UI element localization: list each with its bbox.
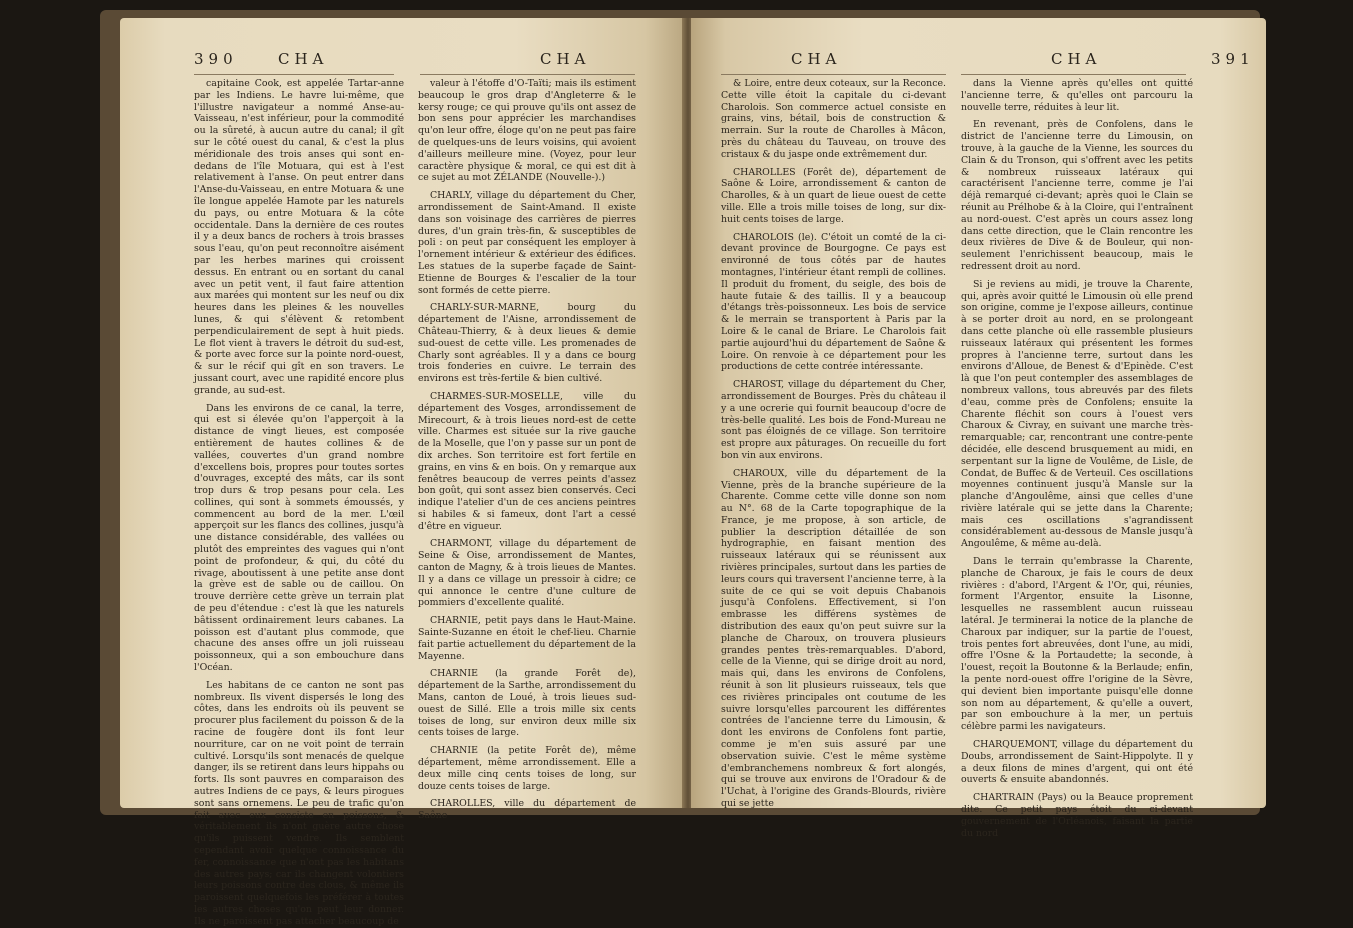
entry-charmes-sur-moselle: CHARMES-SUR-MOSELLE, ville du département des Vosges, arrondissement de Mirecourt, & à trois lieues nord-est de cette ville. Charmes est située sur la rive gauche de la Moselle, que l'on y passe sur un pont de dix arches. Son territoire est fort fertile en grains, en vins & en bois. On y remarque aux fenêtres beaucoup de verres peints d'assez bon goût, qui sont assez bien conservés. Ceci indique l'atelier d'un de ces anciens peintres si habiles & si fameux, dont l'art a cessé d'être en vigueur. [418, 390, 636, 532]
entry-charly: CHARLY, village du département du Cher, arrondissement de Saint-Amand. Il existe dans son voisinage des carrières de pierres dures, d'un grain très-fin, & susceptibles de poli : on peut par conséquent les employer à l'ornement intérieur & extérieur des édifices. Les statues de la superbe façade de Saint-Etienne de Bourges & l'escalier de la tour sont formés de cette pierre. [418, 190, 636, 296]
right-page-column-2 [961, 78, 1193, 839]
running-head-left-col1: CHA [278, 50, 329, 68]
paragraph: capitaine Cook, est appelée Tartar-anne par les Indiens. Le havre lui-même, que l'illustre navigateur a nommé Anse-au-Vaisseau, n'est inférieur, pour la commodité ou la sûreté, à aucun autre du canal; il gît sur le côté ouest du canal, & c'est la plus méridionale des trois anses qui sont en-dedans de l'île Motuara, qui est à l'est relativement à l'anse. On peut entrer dans l'Anse-du-Vaisseau, en entre Motuara & une île longue appelée Hamote par les naturels du pays, ou entre Motuara & la côte occidentale. Dans la dernière de ces routes il y a deux bancs de rochers à trois brasses sous l'eau, qu'on peut reconnoître aisément par les herbes marines qui croissent dessus. En entrant ou en sortant du canal avec un petit vent, il faut faire attention aux marées qui montent sur les neuf ou dix heures dans les pleines & les nouvelles lunes, & qui s'élèvent & retombent perpendiculairement de sept à huit pieds. Le flot vient à travers le détroit du sud-est, & porte avec force sur la pointe nord-ouest, & sur le récif qui gît en son travers. Le jussant court, avec une rapidité encore plus grande, au sud-est. [194, 78, 404, 396]
left-page [120, 18, 685, 927]
entry-charnie: CHARNIE, petit pays dans le Haut-Maine. Sainte-Suzanne en étoit le chef-lieu. Charnie fait partie actuellement du département de la Mayenne. [418, 615, 636, 662]
paragraph: & Loire, entre deux coteaux, sur la Reconce. Cette ville étoit la capitale du ci-devant Charolois. Son commerce actuel consiste en grains, vins, bétail, bois de construction & merrain. Sur la route de Charolles à Mâcon, près du château du Tauveau, on trouve des cristaux & du jaspe onde extrêmement dur. [721, 78, 946, 160]
paragraph: Dans les environs de ce canal, la terre, qui est si élevée qu'on l'apperçoit à la distance de vingt lieues, est composée entièrement de hautes collines & de vallées, couvertes d'un grand nombre d'excellens bois, propres pour toutes sortes d'ouvrages, excepté des mâts, car ils sont trop durs & trop pesans pour cela. Les collines, qui sont à sommets émoussés, y commencent au bord de la mer. L'œil apperçoit sur les flancs des collines, jusqu'à une distance considérable, des vallées ou plutôt des empreintes des vagues qui n'ont point de profondeur, & qui, du côté du rivage, aboutissent à une petite anse dont la grève est de sable ou de caillou. On trouve derrière cette grève un terrain plat de peu d'étendue : c'est là que les naturels bâtissent ordinairement leurs cabanes. La poisson est d'autant plus commode, que chacune des anses offre un joli ruisseau poissonneux, qui a son embouchure dans l'Océan. [194, 402, 404, 674]
entry-charly-sur-marne: CHARLY-SUR-MARNE, bourg du département de l'Aisne, arrondissement de Château-Thierry, & à deux lieues & demie sud-ouest de cette ville. Les promenades de Charly sont agréables. Il y a dans ce bourg trois fonderies en cuivre. Le terrain des environs est très-fertile & bien cultivé. [418, 302, 636, 385]
left-page-column-1 [194, 78, 404, 927]
page-number-right: 391 [1211, 50, 1255, 68]
paragraph: Les habitans de ce canton ne sont pas nombreux. Ils vivent dispersés le long des côtes, dans les endroits où ils peuvent se procurer plus facilement du poisson & de la racine de fougère dont ils font leur nourriture, car on ne voit point de terrain cultivé. Lorsqu'ils sont menacés de quelque danger, ils se retirent dans leurs hippahs ou forts. Ils sont pauvres en comparaison des autres Indiens de ce pays, & leurs pirogues sont sans ornemens. Le peu de trafic qu'on fait avec eux consiste en poissons, & véritablement ils n'ont guère autre chose qu'ils puissent vendre. Ils semblent cependant avoir quelque connoissance du fer, connoissance que n'ont pas les habitans des autres pays; car ils changent volontiers leurs poissons contre des clous, & même ils paroissent quelquefois les préférer à toutes les autres choses qu'on peut leur donner. Ils ne paroissent pas attacher beaucoup de [194, 679, 404, 927]
running-head-left-col2: CHA [540, 50, 591, 68]
entry-charolles: CHAROLLES, ville du département de Saône [418, 798, 636, 822]
paragraph: En revenant, près de Confolens, dans le district de l'ancienne terre du Limousin, on trouve, à la gauche de la Vienne, les sources du Clain & du Tronson, qui s'offrent avec les petits & nombreux ruisseaux latéraux qui caractérisent l'ancienne terre, comme je l'ai déjà remarqué ci-devant; après quoi le Clain se réunit au Prélhobe & à la Cloire, qui l'entraînent au nord-ouest. C'est après un cours assez long dans cette direction, que le Clain rencontre les deux rivières de Dive & de Bouleur, qui non-seulement l'enrichissent beaucoup, mais le redressent droit au nord. [961, 119, 1193, 272]
entry-charoux: CHAROUX, ville du département de la Vienne, près de la branche supérieure de la Charente. Comme cette ville donne son nom au N°. 68 de la Carte topographique de la France, je me propose, à son article, de publier la description détaillée de son hydrographie, en faisant mention des ruisseaux latéraux qui se réunissent aux rivières principales, surtout dans les parties de leurs cours qui traversent l'ancienne terre, à la suite de ce qui se voit depuis Chabanois jusqu'à Confolens. Effectivement, si l'on embrasse les différens systèmes de distribution des eaux qu'on peut suivre sur la planche de Charoux, on trouvera plusieurs grandes pentes très-remarquables. D'abord, celle de la Vienne, qui se dirige droit au nord, mais qui, dans les environs de Confolens, réunit à son lit plusieurs ruisseaux, tels que ces rivières principales ont coutume de les suivre lorsqu'elles parcourent les différentes contrées de l'ancienne terre du Limousin, & dont les environs de Confolens font partie, comme je m'en suis assuré par une observation suivie. C'est le même système d'embranchemens nombreux & fort alongés, qui se trouve aux environs de l'Oradour & de l'Uchat, à l'origine des Grands-Blourds, rivière qui se jette [721, 467, 946, 810]
right-page-header [691, 50, 1266, 72]
paragraph: valeur à l'étoffe d'O-Taïti; mais ils estiment beaucoup le gros drap d'Angleterre & le kersy rouge; ce qui prouve qu'ils ont assez de bon sens pour apprécier les marchandises qu'on leur offre, éloge qu'on ne peut pas faire de quelques-uns de leurs voisins, qui avoient d'ailleurs meilleure mine. (Voyez, pour leur caractère physique & moral, ce qui est dit à ce sujet au mot ZÉLANDE (Nouvelle-).) [418, 78, 636, 184]
running-head-right-col2: CHA [1051, 50, 1102, 68]
entry-chartrain: CHARTRAIN (Pays) ou la Beauce proprement dite. Ce petit pays étoit du ci-devant gouvernement de l'Orléanois, faisant la partie du nord [961, 792, 1193, 839]
paragraph: Si je reviens au midi, je trouve la Charente, qui, après avoir quitté le Limousin où elle prend son origine, comme je l'expose ailleurs, continue à se porter droit au nord, en se prolongeant dans cette planche où elle rassemble plusieurs ruisseaux latéraux qui présentent les formes propres à l'ancienne terre, surtout dans les environs d'Alloue, de Benest & d'Epinède. C'est là que l'on peut contempler des assemblages de nombreux vallons, tous abreuvés par des filets d'eau, comme près de Confolens; ensuite la Charente fléchit son cours à l'ouest vers Charoux & Civray, en suivant une marche très-remarquable; car, rencontrant une contre-pente décidée, elle descend brusquement au midi, en serpentant sur la ligne de Voulême, de Lisle, de Condat, de Buffec & de Verteuil. Ces oscillations moyennes continuent jusqu'à Mansle sur la planche d'Angoulême, ainsi que celles d'une rivière latérale qui se jette dans la Charente; mais ces oscillations s'agrandissent considérablement au-dessous de Mansle jusqu'à Angoulême, & même au-delà. [961, 278, 1193, 550]
paragraph: dans la Vienne après qu'elles ont quitté l'ancienne terre, & qu'elles ont parcouru la nouvelle terre, réduites à leur lit. [961, 78, 1193, 113]
entry-charolois: CHAROLOIS (le). C'étoit un comté de la ci-devant province de Bourgogne. Ce pays est environné de tous côtés par de hautes montagnes, l'intérieur étant rempli de collines. Il produit du froment, du seigle, des bois de haute futaie & des taillis. Il y a beaucoup d'étangs très-poissonneux. Les bois de service & le merrain se transportent à Paris par la Loire & le canal de Briare. Le Charolois fait partie aujourd'hui du département de Saône & Loire. On renvoie à ce département pour les productions de cette contrée intéressante. [721, 231, 946, 373]
entry-charost: CHAROST, village du département du Cher, arrondissement de Bourges. Près du château il y a une ocrerie qui fournit beaucoup d'ocre de très-belle qualité. Les bois de Fond-Mureau ne sont pas éloignés de ce village. Son territoire est propre aux pâturages. On recueille du fort bon vin aux environs. [721, 379, 946, 461]
entry-charolles-foret: CHAROLLES (Forêt de), département de Saône & Loire, arrondissement & canton de Charolles, & à un quart de lieue ouest de cette ville. Elle a trois mille toises de long, sur dix-huit cents toises de large. [721, 166, 946, 225]
paragraph: Dans le terrain qu'embrasse la Charente, planche de Charoux, je fais le cours de deux rivières : d'abord, l'Argent & l'Or, qui, réunies, forment l'Argentor, ensuite la Lisonne, lesquelles ne rassemblent aucun ruisseau latéral. Je terminerai la notice de la planche de Charoux par indiquer, sur la partie de l'ouest, trois pentes fort abreuvées, dont l'une, au midi, offre l'Osne & la Portaudette; la seconde, à l'ouest, reçoit la Boutonne & la Berlaude; enfin, la pente nord-ouest offre l'origine de la Sèvre, qui devient bien importante puisqu'elle donne son nom au département, & qu'elle a ouvert, par son embouchure à la mer, un pertuis célèbre parmi les navigateurs. [961, 556, 1193, 733]
entry-charquemont: CHARQUEMONT, village du département du Doubs, arrondissement de Saint-Hippolyte. Il y a deux filons de mines d'argent, qui ont été ouverts & ensuite abandonnés. [961, 739, 1193, 786]
left-page-header [120, 50, 685, 72]
right-page-column-1 [721, 78, 946, 808]
right-page [691, 18, 1266, 839]
running-head-right-col1: CHA [791, 50, 842, 68]
entry-charnie-grande-foret: CHARNIE (la grande Forêt de), département de la Sarthe, arrondissement du Mans, canton de Loué, à trois lieues sud-ouest de Sillé. Elle a trois mille six cents toises de long, sur environ deux mille six cents toises de large. [418, 668, 636, 739]
entry-charmont: CHARMONT, village du département de Seine & Oise, arrondissement de Mantes, canton de Magny, & à trois lieues de Mantes. Il y a dans ce village un pressoir à cidre; ce qui annonce le centre d'une culture de pommiers d'excellente qualité. [418, 538, 636, 609]
entry-charnie-petite-foret: CHARNIE (la petite Forêt de), même département, même arrondissement. Elle a deux mille cinq cents toises de long, sur douze cents toises de large. [418, 745, 636, 792]
page-number-left: 390 [194, 50, 238, 68]
left-page-column-2 [418, 78, 636, 822]
